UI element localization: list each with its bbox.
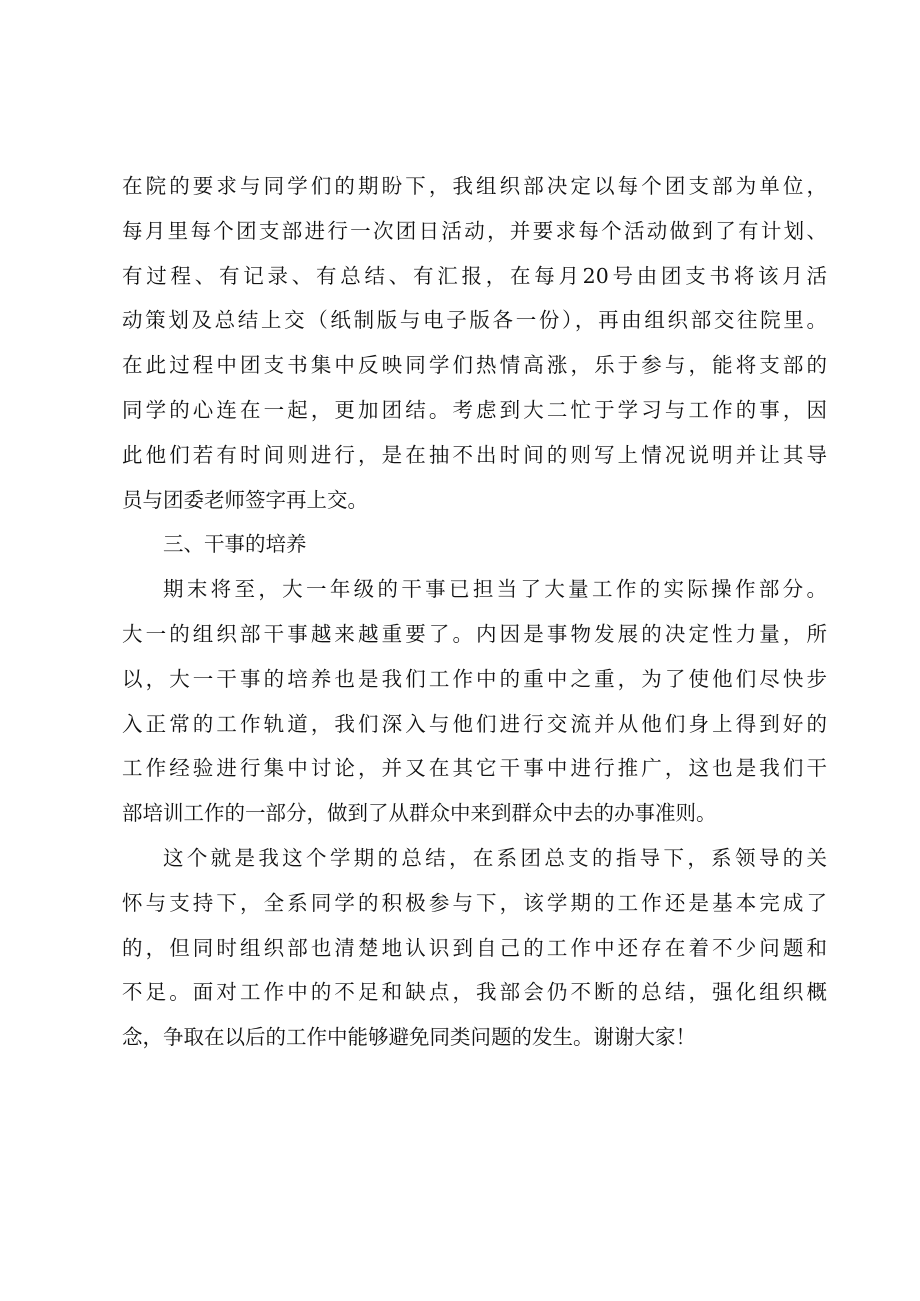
text-line: 不足。面对工作中的不足和缺点，我部会仍不断的总结，强化组织概 xyxy=(122,980,827,1005)
text-line: 在院的要求与同学们的期盼下，我组织部决定以每个团支部为单位， xyxy=(122,174,827,198)
text-line: 大一的组织部干事越来越重要了。内因是事物发展的决定性力量，所 xyxy=(122,621,827,646)
text-line: 以，大一干事的培养也是我们工作中的重中之重，为了使他们尽快步 xyxy=(122,666,827,691)
text-line: 动策划及总结上交（纸制版与电子版各一份），再由组织部交往院里。 xyxy=(122,308,827,333)
text-line: 的，但同时组织部也清楚地认识到自己的工作中还存在着不少问题和 xyxy=(122,935,827,960)
text-line: 入正常的工作轨道，我们深入与他们进行交流并从他们身上得到好的 xyxy=(122,711,827,736)
text-line: 员与团委老师签字再上交。 xyxy=(122,487,368,512)
text-line: 此他们若有时间则进行，是在抽不出时间的则写上情况说明并让其导 xyxy=(122,442,827,467)
section-heading: 三、干事的培养 xyxy=(163,532,307,557)
text-line: 期末将至，大一年级的干事已担当了大量工作的实际操作部分。 xyxy=(163,577,827,602)
text-line: 这个就是我这个学期的总结，在系团总支的指导下，系领导的关 xyxy=(163,845,827,870)
text-line: 每月里每个团支部进行一次团日活动，并要求每个活动做到了有计划、 xyxy=(122,218,827,243)
text-line: 念，争取在以后的工作中能够避免同类问题的发生。谢谢大家！ xyxy=(122,1025,696,1050)
text-line: 工作经验进行集中讨论，并又在其它干事中进行推广，这也是我们干 xyxy=(122,756,827,781)
text-line: 怀与支持下，全系同学的积极参与下，该学期的工作还是基本完成了 xyxy=(122,890,827,915)
text-line: 部培训工作的一部分，做到了从群众中来到群众中去的办事准则。 xyxy=(122,801,717,826)
text-line: 有过程、有记录、有总结、有汇报，在每月20号由团支书将该月活 xyxy=(122,263,827,288)
text-line: 同学的心连在一起，更加团结。考虑到大二忙于学习与工作的事，因 xyxy=(122,397,827,422)
text-line: 在此过程中团支书集中反映同学们热情高涨，乐于参与，能将支部的 xyxy=(122,353,827,378)
document-body xyxy=(122,164,827,1060)
